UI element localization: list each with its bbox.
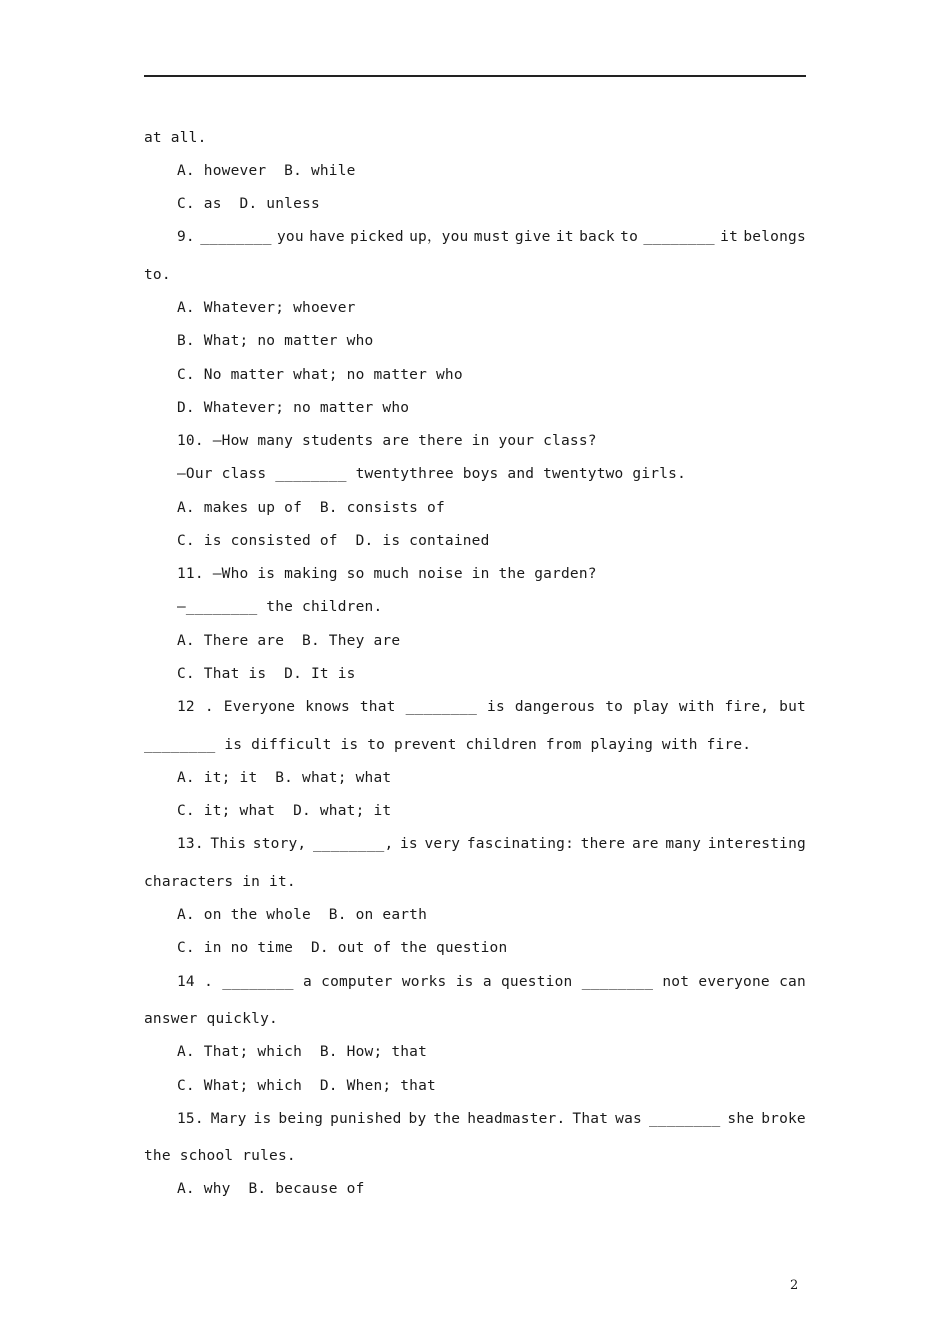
text-line: 10. —How many students are there in your class? bbox=[177, 433, 597, 449]
text-line: C. is consisted of D. is contained bbox=[177, 533, 490, 549]
word: not bbox=[662, 974, 690, 990]
text-line: A. That; which B. How; that bbox=[177, 1044, 428, 1060]
word: computer bbox=[321, 974, 393, 990]
word: ________ bbox=[648, 1111, 721, 1127]
word: Everyone bbox=[223, 699, 296, 715]
word: 13. bbox=[177, 836, 204, 852]
word: up，you bbox=[409, 229, 469, 245]
word: ________, bbox=[313, 836, 394, 852]
word: knows bbox=[305, 699, 350, 715]
word: picked bbox=[350, 229, 404, 245]
word: That bbox=[572, 1111, 609, 1127]
text-line: the school rules. bbox=[144, 1148, 296, 1164]
word: This bbox=[210, 836, 247, 852]
word: . bbox=[204, 699, 214, 715]
text-line: A. it; it B. what; what bbox=[177, 770, 392, 786]
word: 15. bbox=[177, 1111, 204, 1127]
text-line: to. bbox=[144, 267, 171, 283]
word: that bbox=[359, 699, 396, 715]
word: 14 bbox=[177, 974, 195, 990]
word: interesting bbox=[707, 836, 806, 852]
word: punished bbox=[330, 1111, 402, 1127]
word: there bbox=[580, 836, 626, 852]
text-line: B. What; no matter who bbox=[177, 333, 374, 349]
text-line: A. There are B. They are bbox=[177, 633, 401, 649]
text-line: C. as D. unless bbox=[177, 196, 320, 212]
text-line: A. however B. while bbox=[177, 163, 356, 179]
word: works bbox=[401, 974, 447, 990]
text-line: 11. —Who is making so much noise in the garden? bbox=[177, 566, 597, 582]
text-line: C. What; which D. When; that bbox=[177, 1078, 436, 1094]
word: fascinating: bbox=[466, 836, 575, 852]
word: but bbox=[779, 699, 806, 715]
word: broke bbox=[761, 1111, 806, 1127]
text-line: characters in it. bbox=[144, 874, 296, 890]
page-number: 2 bbox=[790, 1278, 799, 1293]
word: being bbox=[278, 1111, 324, 1127]
text-line: —________ the children. bbox=[177, 599, 383, 615]
text-line: A. makes up of B. consists of bbox=[177, 500, 445, 516]
word: ________ bbox=[200, 229, 272, 245]
word: a bbox=[482, 974, 492, 990]
word: play bbox=[633, 699, 669, 715]
text-line bbox=[177, 697, 806, 717]
text-line: C. That is D. It is bbox=[177, 666, 356, 682]
header-rule bbox=[144, 75, 806, 77]
word: are bbox=[631, 836, 659, 852]
text-line: C. in no time D. out of the question bbox=[177, 940, 508, 956]
text-line bbox=[177, 227, 806, 247]
word: can bbox=[779, 974, 806, 990]
word: it bbox=[720, 229, 739, 245]
word: belongs bbox=[743, 229, 806, 245]
word: a bbox=[302, 974, 312, 990]
word: with bbox=[678, 699, 715, 715]
text-line: ________ is difficult is to prevent children from playing with fire. bbox=[144, 737, 752, 753]
word: ________ bbox=[643, 229, 715, 245]
word: ________ bbox=[405, 699, 478, 715]
word: ________ bbox=[581, 974, 654, 990]
text-line bbox=[177, 834, 806, 854]
word: back bbox=[579, 229, 615, 245]
text-line: —Our class ________ twentythree boys and twentytwo girls. bbox=[177, 466, 686, 482]
text-line: D. Whatever; no matter who bbox=[177, 400, 410, 416]
word: . bbox=[204, 974, 214, 990]
text-line: at all. bbox=[144, 130, 207, 146]
text-line bbox=[177, 1109, 806, 1129]
word: dangerous bbox=[514, 699, 596, 715]
word: very bbox=[424, 836, 461, 852]
word: the bbox=[433, 1111, 461, 1127]
word: is bbox=[253, 1111, 272, 1127]
text-line: A. on the whole B. on earth bbox=[177, 907, 428, 923]
word: is bbox=[487, 699, 505, 715]
word: to bbox=[605, 699, 624, 715]
word: it bbox=[555, 229, 574, 245]
text-line bbox=[177, 972, 806, 992]
word: was bbox=[615, 1111, 642, 1127]
word: is bbox=[455, 974, 474, 990]
text-line: C. No matter what; no matter who bbox=[177, 367, 463, 383]
word: give bbox=[514, 229, 551, 245]
word: 9. bbox=[177, 229, 195, 245]
word: must bbox=[473, 229, 510, 245]
word: question bbox=[501, 974, 573, 990]
word: story, bbox=[252, 836, 307, 852]
word: headmaster. bbox=[467, 1111, 566, 1127]
word: she bbox=[727, 1111, 755, 1127]
word: many bbox=[665, 836, 702, 852]
word: everyone bbox=[698, 974, 770, 990]
word: to bbox=[620, 229, 639, 245]
text-line: A. why B. because of bbox=[177, 1181, 365, 1197]
word: fire, bbox=[724, 699, 770, 715]
word: have bbox=[309, 229, 345, 245]
text-line: A. Whatever; whoever bbox=[177, 300, 356, 316]
text-line: C. it; what D. what; it bbox=[177, 803, 392, 819]
word: 12 bbox=[177, 699, 195, 715]
text-line: answer quickly. bbox=[144, 1011, 278, 1027]
word: is bbox=[400, 836, 418, 852]
word: Mary bbox=[210, 1111, 247, 1127]
word: you bbox=[276, 229, 304, 245]
word: by bbox=[408, 1111, 427, 1127]
word: ________ bbox=[222, 974, 294, 990]
